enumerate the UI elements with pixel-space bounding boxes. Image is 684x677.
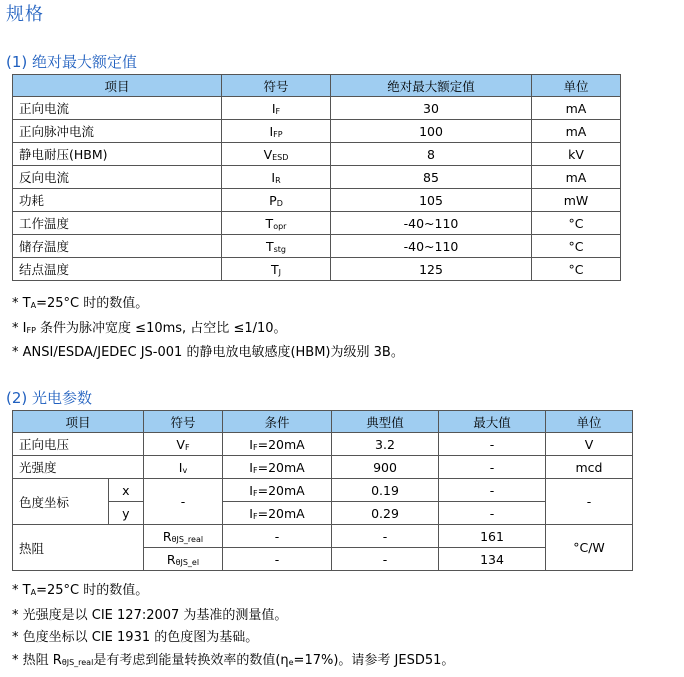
symbol-cell: $T_J$ bbox=[222, 258, 331, 281]
header-symbol: 符号 bbox=[222, 75, 331, 97]
unit-cell: V bbox=[546, 433, 633, 456]
condition-cell: - bbox=[223, 548, 332, 571]
unit-cell: mA bbox=[532, 120, 621, 143]
header-unit: 单位 bbox=[546, 411, 633, 433]
electro-optical-table bbox=[12, 410, 633, 571]
symbol-cell: $T_{stg}$ bbox=[222, 235, 331, 258]
value-cell: 30 bbox=[331, 97, 532, 120]
condition-cell: $I_F=20mA$ bbox=[223, 502, 332, 525]
max-cell: - bbox=[439, 479, 546, 502]
condition-cell: $I_F=20mA$ bbox=[223, 479, 332, 502]
item-cell: 正向脉冲电流 bbox=[13, 120, 222, 143]
unit-cell: mcd bbox=[546, 456, 633, 479]
unit-cell: mA bbox=[532, 97, 621, 120]
max-cell: - bbox=[439, 456, 546, 479]
unit-cell: kV bbox=[532, 143, 621, 166]
note-ta: * $T_A=25^\circ C$ 时的数值。 bbox=[12, 296, 149, 311]
note-esd: * ANSI/ESDA/JEDEC JS-001 的静电放电敏感度(HBM)为级别 3B。 bbox=[12, 345, 404, 360]
symbol-cell: - bbox=[144, 479, 223, 525]
typical-cell: 900 bbox=[332, 456, 439, 479]
value-cell: 125 bbox=[331, 258, 532, 281]
table-row bbox=[13, 258, 621, 281]
table-row bbox=[13, 189, 621, 212]
value-cell: -40~110 bbox=[331, 235, 532, 258]
typical-cell: 0.29 bbox=[332, 502, 439, 525]
section2-title: (2) 光电参数 bbox=[6, 389, 93, 407]
item-cell: 光强度 bbox=[13, 456, 144, 479]
symbol-cell: $I_{FP}$ bbox=[222, 120, 331, 143]
absolute-max-ratings-table bbox=[12, 74, 621, 281]
item-cell: 工作温度 bbox=[13, 212, 222, 235]
header-typical: 典型值 bbox=[332, 411, 439, 433]
item-cell: 反向电流 bbox=[13, 166, 222, 189]
table-row bbox=[13, 97, 621, 120]
table-row bbox=[13, 479, 633, 502]
item-cell: 热阻 bbox=[13, 525, 144, 571]
symbol-cell: $V_{ESD}$ bbox=[222, 143, 331, 166]
symbol-cell: $I_v$ bbox=[144, 456, 223, 479]
table-row bbox=[13, 235, 621, 258]
table-header-row bbox=[13, 411, 633, 433]
item-cell: 正向电压 bbox=[13, 433, 144, 456]
symbol-cell: $P_D$ bbox=[222, 189, 331, 212]
ratings-body bbox=[13, 97, 621, 281]
unit-cell: mW bbox=[532, 189, 621, 212]
table-row bbox=[13, 120, 621, 143]
chroma-y-label: y bbox=[108, 502, 143, 525]
typical-cell: - bbox=[332, 548, 439, 571]
item-cell: 正向电流 bbox=[13, 97, 222, 120]
page-title: 规格 bbox=[6, 4, 44, 25]
max-cell: 134 bbox=[439, 548, 546, 571]
header-condition: 条件 bbox=[223, 411, 332, 433]
unit-cell: - bbox=[546, 479, 633, 525]
header-symbol: 符号 bbox=[144, 411, 223, 433]
unit-cell: °C bbox=[532, 258, 621, 281]
note-chroma: * 色度坐标以 CIE 1931 的色度图为基础。 bbox=[12, 630, 259, 645]
typical-cell: - bbox=[332, 525, 439, 548]
table-row bbox=[13, 212, 621, 235]
item-cell: 色度坐标 bbox=[13, 479, 109, 525]
header-item: 项目 bbox=[13, 75, 222, 97]
symbol-cell: $I_R$ bbox=[222, 166, 331, 189]
header-unit: 单位 bbox=[532, 75, 621, 97]
table-header-row bbox=[13, 75, 621, 97]
unit-cell: mA bbox=[532, 166, 621, 189]
table-row bbox=[13, 456, 633, 479]
table-row bbox=[13, 143, 621, 166]
value-cell: 8 bbox=[331, 143, 532, 166]
note-luminous: * 光强度是以 CIE 127:2007 为基准的测量值。 bbox=[12, 607, 288, 623]
condition-cell: $I_F=20mA$ bbox=[223, 456, 332, 479]
max-cell: - bbox=[439, 433, 546, 456]
value-cell: -40~110 bbox=[331, 212, 532, 235]
note-ifp: * $I_{FP}$ 条件为脉冲宽度 ≤10ms, 占空比 ≤1/10。 bbox=[12, 320, 287, 336]
symbol-cell: $I_F$ bbox=[222, 97, 331, 120]
section2-notes bbox=[12, 580, 454, 674]
condition-cell: $I_F=20mA$ bbox=[223, 433, 332, 456]
table-row bbox=[13, 166, 621, 189]
note-ta: * $T_A=25^\circ C$ 时的数值。 bbox=[12, 583, 149, 598]
section1-notes bbox=[12, 293, 404, 365]
header-max: 最大值 bbox=[439, 411, 546, 433]
symbol-cell: $R_{\theta JS\_real}$ bbox=[144, 525, 223, 548]
value-cell: 85 bbox=[331, 166, 532, 189]
unit-cell: °C bbox=[532, 212, 621, 235]
value-cell: 100 bbox=[331, 120, 532, 143]
unit-cell: °C/W bbox=[546, 525, 633, 571]
symbol-cell: $R_{\theta JS\_el}$ bbox=[144, 548, 223, 571]
section1-title: (1) 绝对最大额定值 bbox=[6, 53, 138, 71]
note-thermal: * 热阻 $R_{\theta JS\_real}$是有考虑到能量转换效率的数值$(\eta_e=17\%)$。请参考 JESD51。 bbox=[12, 652, 455, 668]
item-cell: 静电耐压(HBM) bbox=[13, 143, 222, 166]
table-row bbox=[13, 525, 633, 548]
typical-cell: 3.2 bbox=[332, 433, 439, 456]
typical-cell: 0.19 bbox=[332, 479, 439, 502]
condition-cell: - bbox=[223, 525, 332, 548]
value-cell: 105 bbox=[331, 189, 532, 212]
item-cell: 储存温度 bbox=[13, 235, 222, 258]
symbol-cell: $V_F$ bbox=[144, 433, 223, 456]
max-cell: 161 bbox=[439, 525, 546, 548]
item-cell: 结点温度 bbox=[13, 258, 222, 281]
item-cell: 功耗 bbox=[13, 189, 222, 212]
table-row bbox=[13, 433, 633, 456]
chroma-x-label: x bbox=[108, 479, 143, 502]
unit-cell: °C bbox=[532, 235, 621, 258]
header-rating: 绝对最大额定值 bbox=[331, 75, 532, 97]
symbol-cell: $T_{opr}$ bbox=[222, 212, 331, 235]
header-item: 项目 bbox=[13, 411, 144, 433]
max-cell: - bbox=[439, 502, 546, 525]
